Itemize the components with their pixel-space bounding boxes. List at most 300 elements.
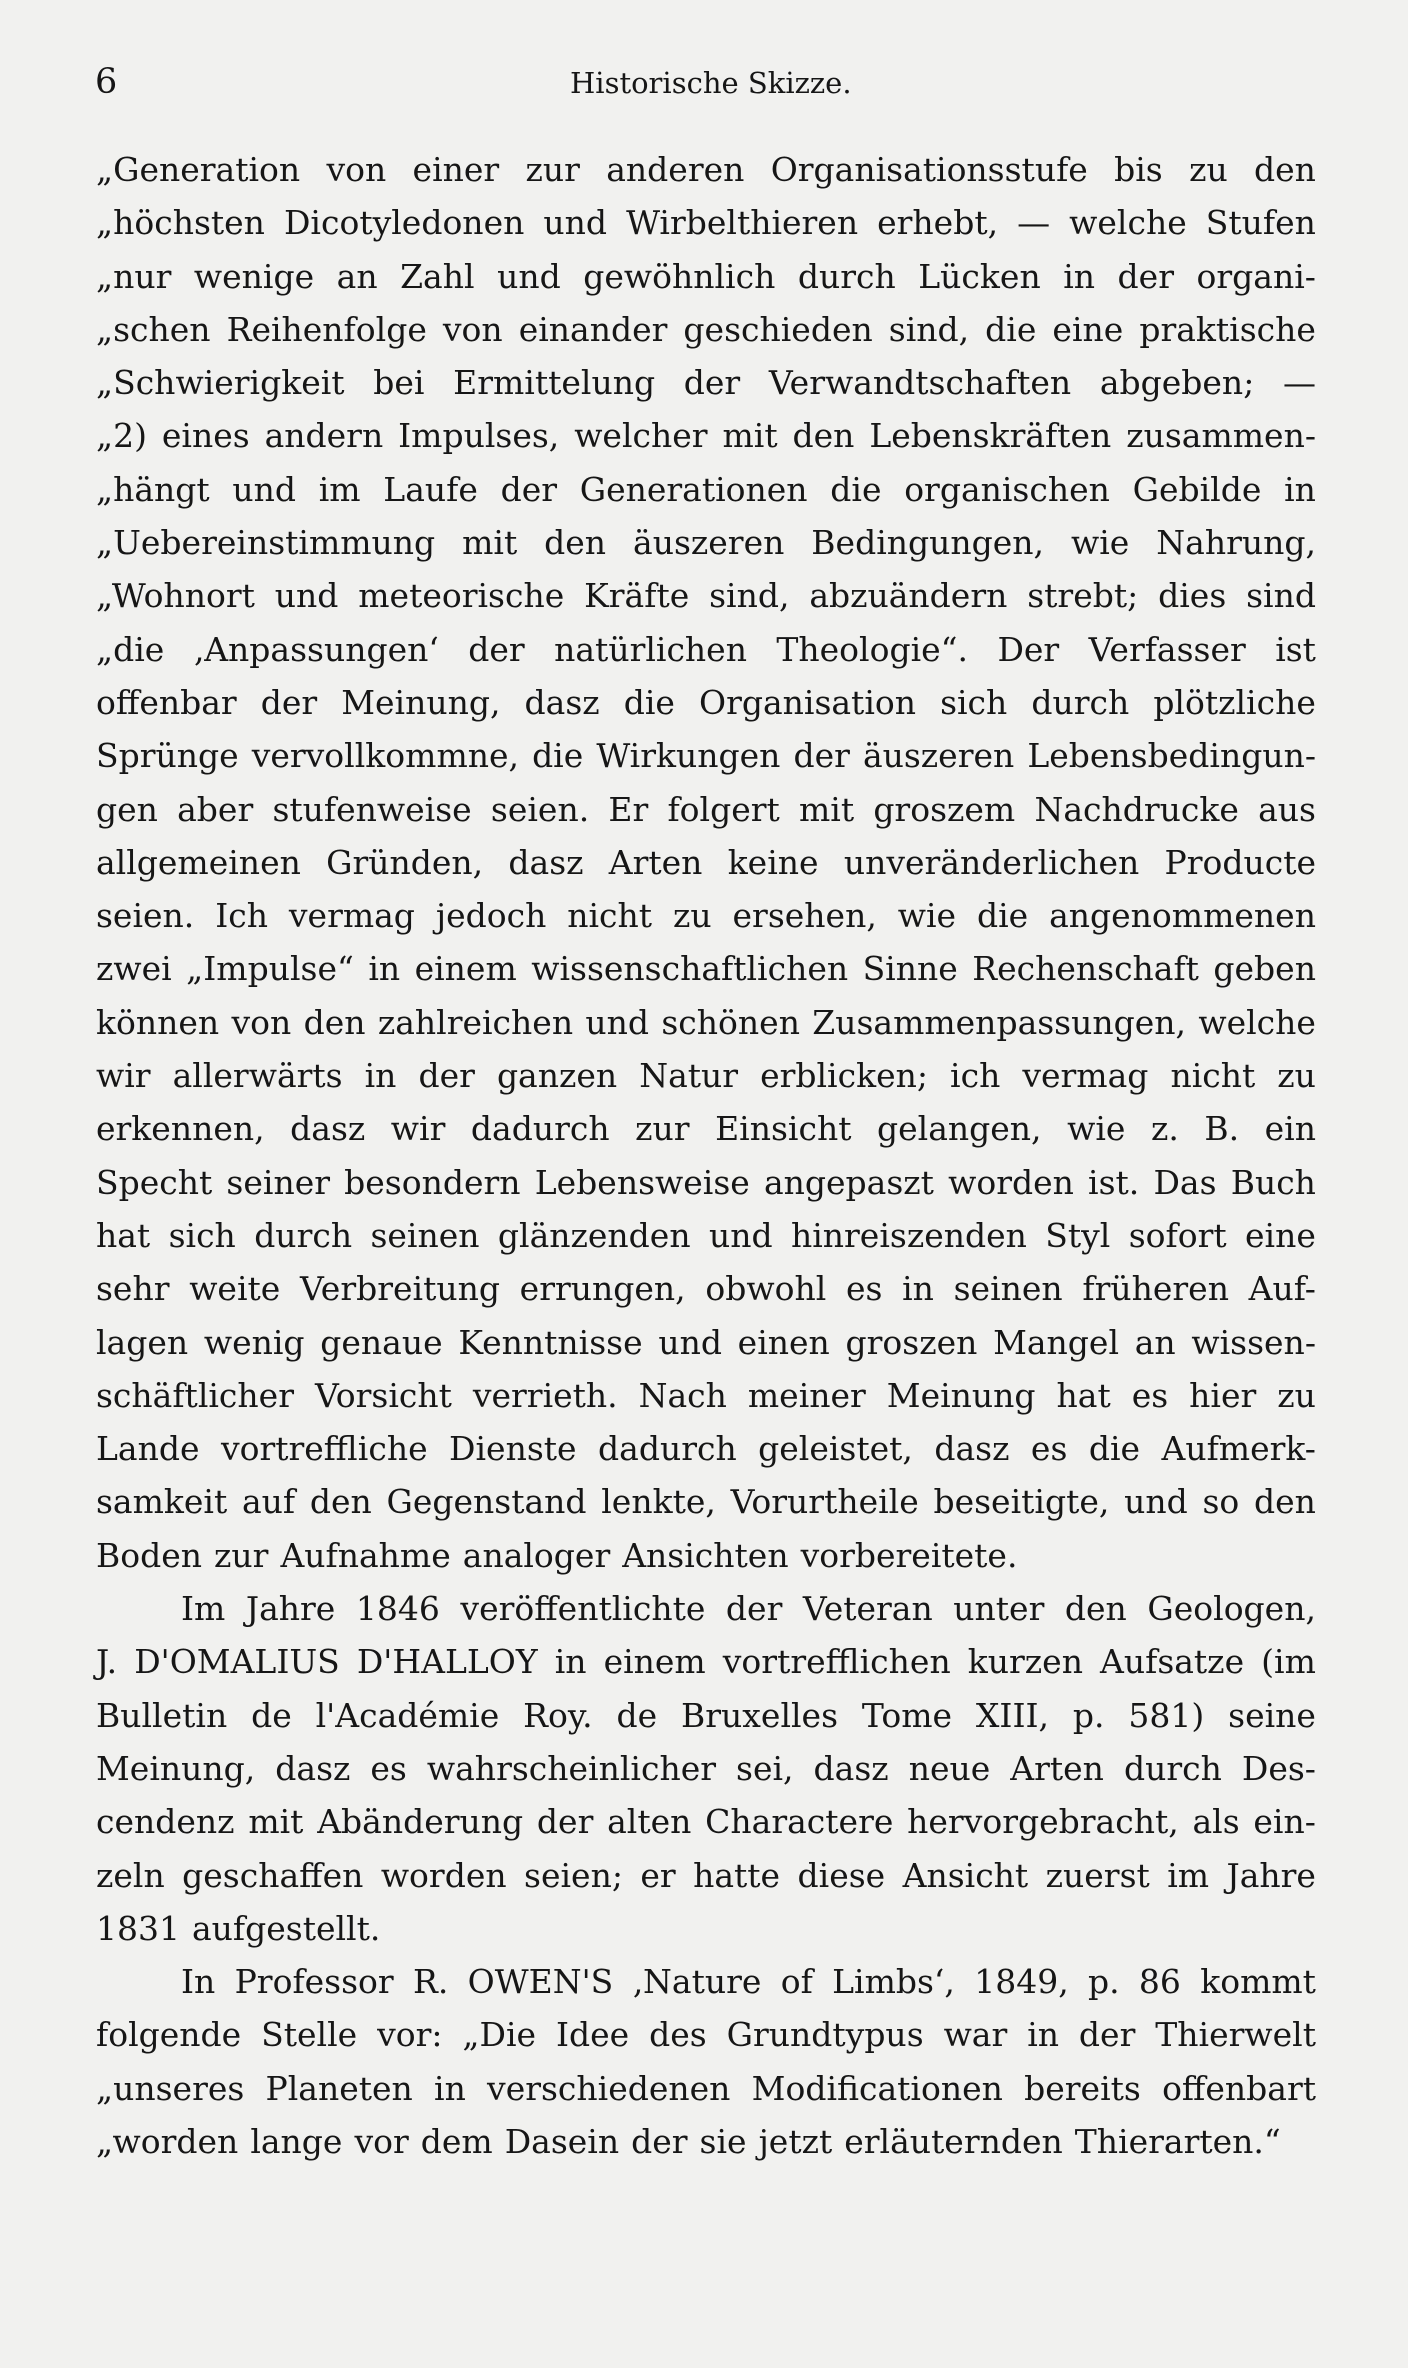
word: zeln bbox=[96, 1855, 165, 1895]
word: einem bbox=[414, 949, 517, 989]
word: und bbox=[543, 203, 608, 243]
word: „nur bbox=[96, 256, 172, 296]
text-line bbox=[96, 1003, 1316, 1056]
word: Der bbox=[997, 629, 1060, 669]
word: dasz bbox=[524, 682, 600, 722]
word: Vorsicht bbox=[314, 1375, 452, 1415]
word: der bbox=[631, 2121, 688, 2161]
word: bei bbox=[373, 363, 425, 403]
word: die bbox=[532, 736, 584, 776]
word: im bbox=[318, 469, 361, 509]
running-title: Historische Skizze. bbox=[570, 66, 852, 100]
word: folgert bbox=[667, 789, 780, 829]
word: ersehen, bbox=[732, 896, 877, 936]
word: „2) bbox=[96, 416, 147, 456]
word: durch bbox=[1123, 1748, 1222, 1788]
word: vor: bbox=[377, 2015, 443, 2055]
word: „höchsten bbox=[96, 203, 265, 243]
word: zwei bbox=[96, 949, 172, 989]
word: wie bbox=[1067, 1109, 1126, 1149]
text-line bbox=[96, 736, 1316, 789]
word: gen bbox=[96, 789, 158, 829]
word: strebt; bbox=[1027, 576, 1139, 616]
word: hatte bbox=[693, 1855, 781, 1895]
word: einer bbox=[412, 150, 500, 189]
word: errungen, bbox=[519, 1269, 686, 1309]
word: dasz bbox=[813, 1748, 889, 1788]
word: groszem bbox=[873, 789, 1016, 829]
word: eines bbox=[161, 416, 250, 456]
text-line bbox=[96, 683, 1316, 736]
word: wir bbox=[390, 1109, 446, 1149]
word: zusammen- bbox=[1126, 416, 1316, 456]
word: „Die bbox=[462, 2015, 537, 2055]
word: geben bbox=[1213, 949, 1316, 989]
word: so bbox=[1202, 1482, 1240, 1522]
word: wissen- bbox=[1191, 1322, 1316, 1362]
word: Bruxelles bbox=[681, 1695, 839, 1735]
word: wenig bbox=[203, 1322, 305, 1362]
word: es bbox=[1131, 1375, 1169, 1415]
word: Zahl bbox=[400, 256, 475, 296]
word: er bbox=[640, 1855, 676, 1895]
text-line bbox=[96, 1269, 1316, 1322]
word: Natur bbox=[639, 1056, 739, 1096]
word: die bbox=[830, 469, 882, 509]
word: „hängt bbox=[96, 469, 210, 509]
word: de bbox=[251, 1695, 292, 1735]
word: dadurch bbox=[470, 1109, 610, 1149]
word: hinreiszenden bbox=[790, 1215, 1027, 1255]
word: zur bbox=[525, 150, 580, 189]
word: Einsicht bbox=[715, 1109, 852, 1149]
word: hervorgebracht, bbox=[907, 1802, 1179, 1842]
word: Jahre bbox=[1226, 1855, 1316, 1895]
word: Veteran bbox=[802, 1589, 933, 1629]
word: der bbox=[260, 682, 318, 722]
word: der bbox=[418, 1056, 475, 1096]
word: können bbox=[96, 1002, 220, 1042]
word: durch bbox=[797, 256, 896, 296]
word: erblicken; bbox=[760, 1056, 928, 1096]
word: sind bbox=[1246, 576, 1316, 616]
text-line bbox=[96, 150, 1316, 203]
word: ‚Nature bbox=[632, 1962, 762, 2002]
word: sei, bbox=[736, 1748, 794, 1788]
word: jedoch bbox=[435, 896, 547, 936]
text-line bbox=[96, 1536, 1316, 1589]
word: geschaffen bbox=[182, 1855, 364, 1895]
word: Gründen, bbox=[326, 842, 484, 882]
word: der bbox=[725, 1589, 783, 1629]
word: natürlichen bbox=[554, 629, 747, 669]
word: meiner bbox=[747, 1375, 866, 1415]
word: von bbox=[442, 309, 503, 349]
word: dadurch bbox=[598, 1429, 737, 1469]
word: dasz bbox=[290, 1109, 366, 1149]
word: vortreffliche bbox=[220, 1429, 428, 1469]
word: seine bbox=[1228, 1695, 1316, 1735]
word: erläuternden bbox=[844, 2121, 1063, 2161]
text-line bbox=[96, 949, 1316, 1002]
word: analoger bbox=[462, 1535, 611, 1575]
word: durch bbox=[254, 1215, 353, 1255]
text-line bbox=[96, 1216, 1316, 1269]
word: gelangen, bbox=[877, 1109, 1042, 1149]
word: den bbox=[792, 416, 855, 456]
word: Gebilde bbox=[1132, 469, 1262, 509]
word: Generationen bbox=[579, 469, 808, 509]
word: vermag bbox=[288, 896, 415, 936]
word: samkeit bbox=[96, 1482, 228, 1522]
word: Bedingungen, bbox=[811, 523, 1045, 563]
word: und bbox=[274, 576, 339, 616]
word: dem bbox=[420, 2121, 493, 2161]
word: alten bbox=[607, 1802, 692, 1842]
word: von bbox=[231, 1002, 292, 1042]
word: Aufmerk- bbox=[1161, 1429, 1316, 1469]
word: sich bbox=[168, 1215, 236, 1255]
word: und bbox=[708, 1215, 773, 1255]
word: angepaszt bbox=[763, 1162, 934, 1202]
word: Sprünge bbox=[96, 736, 239, 776]
word: Rechenschaft bbox=[972, 949, 1199, 989]
word: offenbart bbox=[1162, 2068, 1316, 2108]
word: Des- bbox=[1241, 1748, 1316, 1788]
word: Thierwelt bbox=[1155, 2015, 1316, 2055]
word: Arten bbox=[1010, 1748, 1104, 1788]
word: weite bbox=[189, 1269, 281, 1309]
text-line bbox=[96, 1802, 1316, 1855]
word: sofort bbox=[1128, 1215, 1227, 1255]
word: es bbox=[1030, 1429, 1068, 1469]
word: veröffentlichte bbox=[460, 1589, 706, 1629]
word: lagen bbox=[96, 1322, 189, 1362]
text-line bbox=[96, 1962, 1316, 2015]
word: keine bbox=[727, 842, 819, 882]
word: schönen bbox=[661, 1002, 800, 1042]
word: J. bbox=[96, 1642, 118, 1682]
word: genaue bbox=[320, 1322, 443, 1362]
word: der bbox=[793, 736, 850, 776]
word: in bbox=[364, 1056, 397, 1096]
word: wie bbox=[1070, 523, 1130, 563]
word: zuerst bbox=[1045, 1855, 1150, 1895]
word: Arten bbox=[608, 842, 703, 882]
word: In bbox=[181, 1962, 216, 2002]
text-line bbox=[96, 1429, 1316, 1482]
word: Organisationsstufe bbox=[770, 150, 1088, 189]
word: und bbox=[497, 256, 561, 296]
word: verrieth. bbox=[472, 1375, 618, 1415]
text-line bbox=[96, 790, 1316, 843]
word: des bbox=[649, 2015, 707, 2055]
word: allgemeinen bbox=[96, 842, 301, 882]
word: Organisation bbox=[699, 682, 916, 722]
word: Kräfte bbox=[584, 576, 690, 616]
word: Roy. bbox=[523, 1695, 593, 1735]
text-line bbox=[96, 203, 1316, 256]
word: dasz bbox=[275, 1748, 351, 1788]
text-line bbox=[96, 1109, 1316, 1162]
word: Stufen bbox=[1205, 203, 1316, 243]
word: Lebenskräften bbox=[869, 416, 1112, 456]
word: Wirbelthieren bbox=[626, 203, 859, 243]
word: unter bbox=[953, 1589, 1045, 1629]
word: organi- bbox=[1196, 256, 1316, 296]
word: der bbox=[1078, 2015, 1136, 2055]
word: in bbox=[554, 1642, 587, 1682]
word: sich bbox=[940, 682, 1008, 722]
word: dies bbox=[1158, 576, 1227, 616]
word: worden bbox=[380, 1855, 507, 1895]
word: „unseres bbox=[96, 2068, 245, 2108]
word: Verfasser bbox=[1088, 629, 1246, 669]
word: Jahre bbox=[245, 1589, 336, 1629]
word: wenige bbox=[193, 256, 315, 296]
word: der bbox=[500, 469, 558, 509]
text-line bbox=[96, 470, 1316, 523]
word: stufenweise bbox=[272, 789, 472, 829]
word: Ich bbox=[215, 896, 268, 936]
word: und bbox=[585, 1002, 650, 1042]
word: den bbox=[1254, 150, 1316, 189]
word: nicht bbox=[1170, 1056, 1256, 1096]
word: Specht bbox=[96, 1162, 213, 1202]
word: hat bbox=[96, 1215, 151, 1255]
word: lenkte, bbox=[601, 1482, 716, 1522]
word: jetzt bbox=[758, 2121, 833, 2161]
text-line bbox=[96, 1056, 1316, 1109]
word: „die bbox=[96, 629, 165, 669]
text-line bbox=[96, 1642, 1316, 1695]
text-line bbox=[96, 630, 1316, 683]
word: folgende bbox=[96, 2015, 242, 2055]
word: Nachdrucke bbox=[1034, 789, 1239, 829]
word: worden bbox=[948, 1162, 1074, 1202]
word: früheren bbox=[1082, 1269, 1229, 1309]
word: in bbox=[1063, 256, 1096, 296]
word: 1849, bbox=[974, 1962, 1069, 2002]
word: dasz bbox=[934, 1429, 1010, 1469]
word: einander bbox=[518, 309, 668, 349]
word: Verbreitung bbox=[300, 1269, 500, 1309]
word: „Generation bbox=[96, 150, 301, 189]
text-line bbox=[96, 2122, 1316, 2175]
word: ganzen bbox=[496, 1056, 618, 1096]
word: Meinung bbox=[886, 1375, 1036, 1415]
word: vervollkommne, bbox=[251, 736, 520, 776]
word: eine bbox=[1052, 309, 1124, 349]
word: wissenschaftlichen bbox=[531, 949, 849, 989]
word: Ansichten bbox=[622, 1535, 789, 1575]
word: Grundtypus bbox=[726, 2015, 924, 2055]
word: Geologen, bbox=[1147, 1589, 1316, 1629]
word: Nahrung, bbox=[1156, 523, 1316, 563]
word: durch bbox=[1031, 682, 1130, 722]
word: — bbox=[1282, 363, 1316, 403]
text-line bbox=[96, 1323, 1316, 1376]
word: es bbox=[845, 1269, 883, 1309]
word: welche bbox=[1069, 203, 1187, 243]
word: den bbox=[1064, 1589, 1127, 1629]
word: Stelle bbox=[261, 2015, 358, 2055]
text-line bbox=[96, 363, 1316, 416]
word: an bbox=[336, 256, 378, 296]
word: den bbox=[303, 1002, 366, 1042]
word: Theologie“. bbox=[776, 629, 969, 669]
word: OWEN'S bbox=[467, 1962, 614, 2002]
word: B. bbox=[1204, 1109, 1240, 1149]
word: und bbox=[658, 1322, 722, 1362]
word: ist bbox=[1275, 629, 1316, 669]
word: Lücken bbox=[918, 256, 1041, 296]
word: eine bbox=[1245, 1215, 1316, 1255]
word: äuszeren bbox=[862, 736, 1015, 776]
word: groszen bbox=[845, 1322, 978, 1362]
word: diese bbox=[797, 1855, 886, 1895]
word: an bbox=[1134, 1322, 1176, 1362]
word: den bbox=[309, 1482, 372, 1522]
word: sie bbox=[699, 2121, 747, 2161]
body-text bbox=[96, 150, 1316, 2175]
word: Lebensbedingun- bbox=[1027, 736, 1316, 776]
word: Gegenstand bbox=[386, 1482, 587, 1522]
word: mit bbox=[462, 523, 518, 563]
word: hier bbox=[1189, 1375, 1257, 1415]
word: Ansicht bbox=[902, 1855, 1029, 1895]
word: in bbox=[902, 1269, 934, 1309]
word: Impulses, bbox=[398, 416, 560, 456]
word: zu bbox=[1277, 1056, 1316, 1096]
text-line bbox=[96, 2069, 1316, 2122]
word: Styl bbox=[1045, 1215, 1111, 1255]
word: kommt bbox=[1200, 1962, 1316, 2002]
word: Lande bbox=[96, 1429, 200, 1469]
word: zur bbox=[214, 1535, 269, 1575]
text-line bbox=[96, 1696, 1316, 1749]
word: Im bbox=[181, 1589, 226, 1629]
text-line bbox=[96, 2015, 1316, 2068]
word: erhebt, bbox=[877, 203, 999, 243]
word: vermag bbox=[1022, 1056, 1149, 1096]
word: Kenntnisse bbox=[458, 1322, 643, 1362]
word: war bbox=[943, 2015, 1008, 2055]
word: zu bbox=[1189, 150, 1228, 189]
word: beseitigte, bbox=[933, 1482, 1110, 1522]
word: vorbereitete. bbox=[800, 1535, 1018, 1575]
word: wie bbox=[897, 896, 957, 936]
word: einen bbox=[737, 1322, 830, 1362]
word: abgeben; bbox=[1099, 363, 1255, 403]
word: Er bbox=[608, 789, 649, 829]
word: „Schwierigkeit bbox=[96, 363, 345, 403]
word: der bbox=[536, 1802, 594, 1842]
word: mit bbox=[248, 1802, 304, 1842]
text-line bbox=[96, 1909, 1316, 1962]
word: bis bbox=[1114, 150, 1163, 189]
word: äuszeren bbox=[633, 523, 785, 563]
word: bereits bbox=[1024, 2068, 1141, 2108]
word: auf bbox=[241, 1482, 296, 1522]
word: offenbar bbox=[96, 682, 237, 722]
page-number: 6 bbox=[95, 62, 118, 102]
word: organischen bbox=[904, 469, 1110, 509]
word: de bbox=[616, 1695, 658, 1735]
word: Buch bbox=[1230, 1162, 1316, 1202]
word: Planeten bbox=[265, 2068, 413, 2108]
word: D'OMALIUS bbox=[134, 1642, 340, 1682]
word: Modificationen bbox=[751, 2068, 1003, 2108]
word: Tome bbox=[861, 1695, 953, 1735]
word: ich bbox=[950, 1056, 1001, 1096]
word: kurzen bbox=[967, 1642, 1083, 1682]
word: ein- bbox=[1253, 1802, 1316, 1842]
word: Producte bbox=[1164, 842, 1316, 882]
word: Boden bbox=[96, 1535, 203, 1575]
word: glänzenden bbox=[497, 1215, 691, 1255]
word: neue bbox=[908, 1748, 991, 1788]
word: dasz bbox=[508, 842, 584, 882]
text-line bbox=[96, 896, 1316, 949]
word: Zusammenpassungen, bbox=[812, 1002, 1187, 1042]
word: Verwandtschaften bbox=[768, 363, 1072, 403]
word: in bbox=[368, 949, 401, 989]
word: wir bbox=[96, 1056, 151, 1096]
word: von bbox=[326, 150, 387, 189]
word: z. bbox=[1150, 1109, 1179, 1149]
word: Charactere bbox=[705, 1802, 894, 1842]
word: hat bbox=[1056, 1375, 1111, 1415]
word: ist. bbox=[1088, 1162, 1140, 1202]
word: besondern bbox=[344, 1162, 521, 1202]
word: abzuändern bbox=[809, 576, 1008, 616]
word: Reihenfolge bbox=[226, 309, 427, 349]
word: allerwärts bbox=[172, 1056, 343, 1096]
word: Meinung, bbox=[96, 1748, 256, 1788]
running-head bbox=[95, 62, 1315, 112]
word: anderen bbox=[606, 150, 745, 189]
word: mit bbox=[722, 416, 778, 456]
word: sehr bbox=[96, 1269, 170, 1309]
word: der bbox=[683, 363, 741, 403]
word: Aufsatze bbox=[1100, 1642, 1245, 1682]
word: der bbox=[1117, 256, 1174, 296]
text-line bbox=[96, 1856, 1316, 1909]
word: seinen bbox=[953, 1269, 1063, 1309]
text-line bbox=[96, 1749, 1316, 1802]
word: in bbox=[1027, 2015, 1059, 2055]
word: ‚Anpassungen‘ bbox=[193, 629, 439, 669]
text-line bbox=[96, 1376, 1316, 1429]
word: sind, bbox=[709, 576, 790, 616]
word: Aufnahme bbox=[280, 1535, 451, 1575]
word: „worden bbox=[96, 2121, 239, 2161]
word: sind, bbox=[888, 309, 970, 349]
word: zahlreichen bbox=[377, 1002, 574, 1042]
word: Idee bbox=[555, 2015, 630, 2055]
word: vortrefflichen bbox=[722, 1642, 951, 1682]
word: aufgestellt. bbox=[191, 1908, 381, 1948]
word: „Wohnort bbox=[96, 576, 255, 616]
word: und bbox=[1124, 1482, 1188, 1522]
word: vor bbox=[354, 2121, 409, 2161]
word: Wirkungen bbox=[596, 736, 781, 776]
word: in bbox=[434, 2068, 466, 2108]
text-line bbox=[96, 416, 1316, 469]
word: Professor bbox=[234, 1962, 394, 2002]
text-line bbox=[96, 1482, 1316, 1535]
